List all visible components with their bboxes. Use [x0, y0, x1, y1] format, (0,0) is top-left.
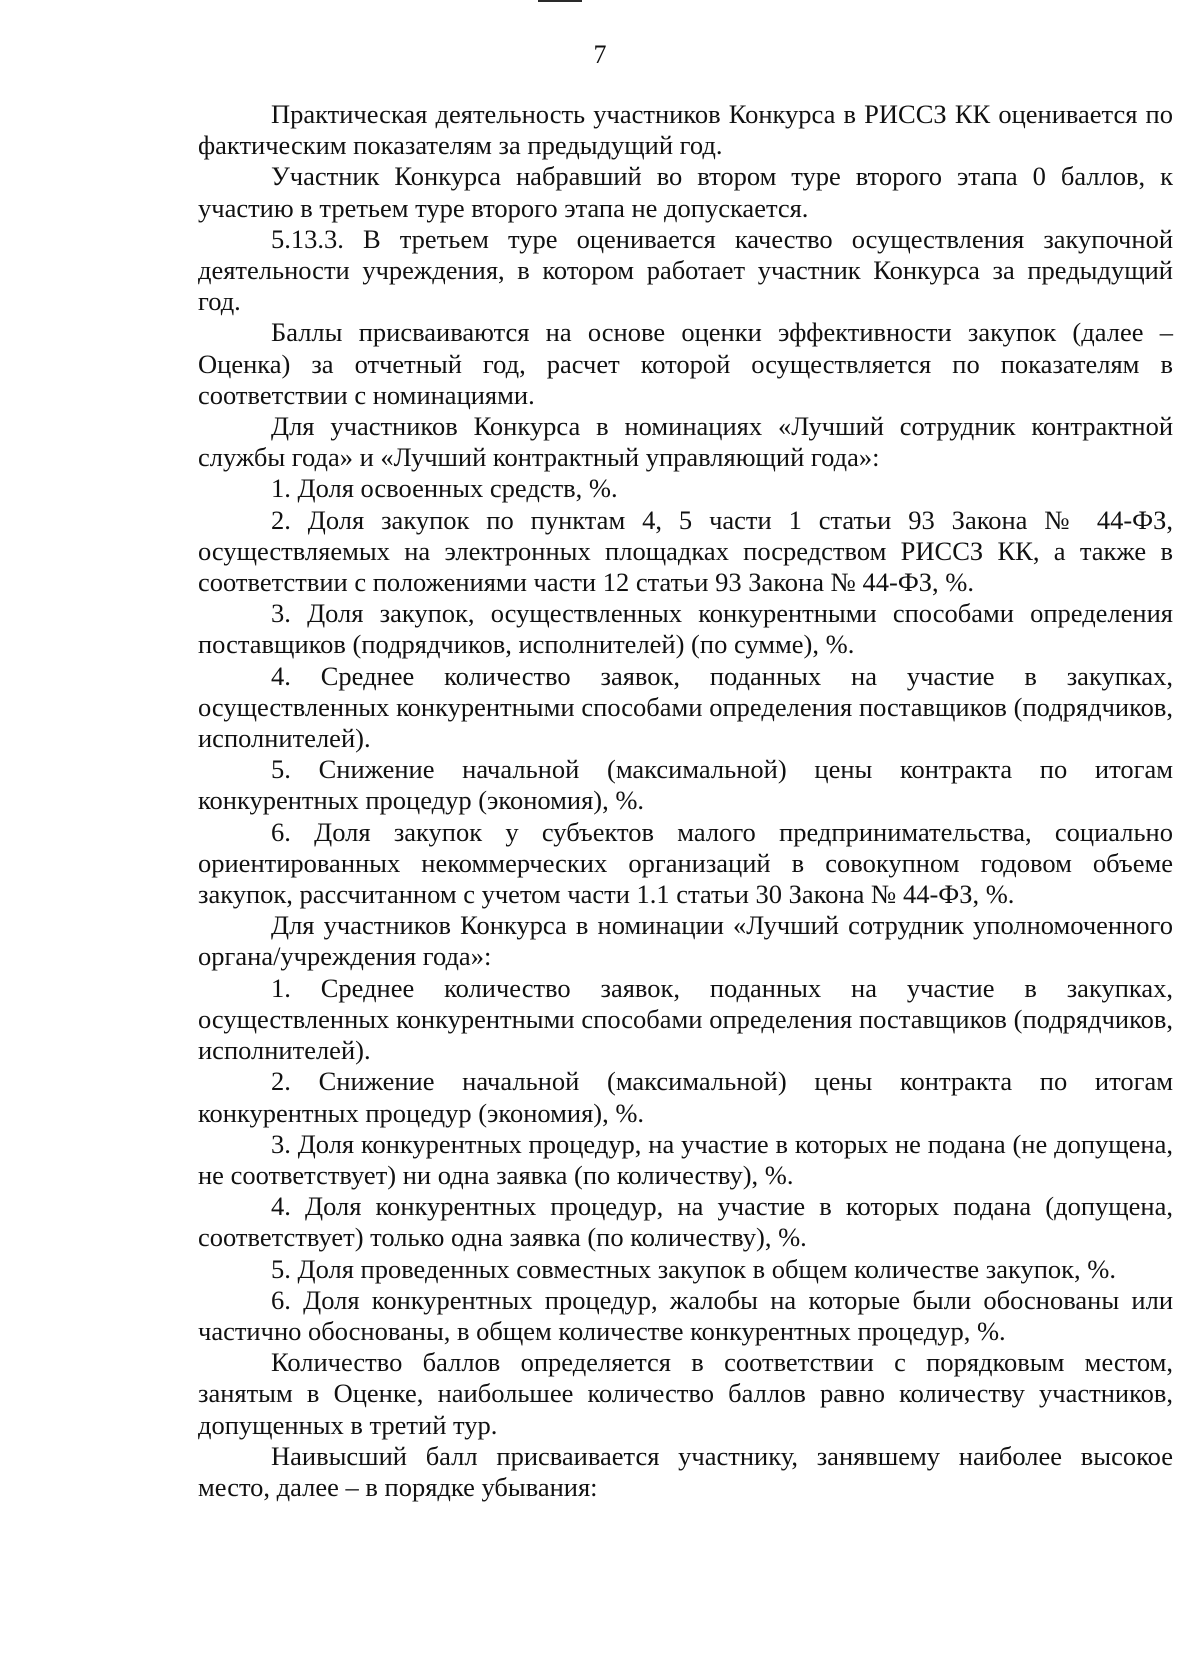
list-item: 3. Доля конкурентных процедур, на участие в которых не подана (не допущена, не соответствует) ни одна заявка (по количеству), %. — [198, 1128, 1173, 1190]
list-item: 2. Доля закупок по пунктам 4, 5 части 1 статьи 93 Закона № 44-ФЗ, осуществляемых на электронных площадках посредством РИССЗ КК, а также в соответствии с положениями части 12 статьи 93 Закона № 44-ФЗ, %. — [198, 504, 1173, 598]
list-item: 6. Доля конкурентных процедур, жалобы на которые были обоснованы или частично обоснованы, в общем количестве конкурентных процедур, %. — [198, 1284, 1173, 1346]
paragraph: 5.13.3. В третьем туре оценивается качество осуществления закупочной деятельности учреждения, в котором работает участник Конкурса за предыдущий год. — [198, 223, 1173, 317]
list-item: 6. Доля закупок у субъектов малого предпринимательства, социально ориентированных некоммерческих организаций в совокупном годовом объеме закупок, рассчитанном с учетом части 1.1 статьи 30 Закона № 44-ФЗ, %. — [198, 816, 1173, 910]
paragraph: Для участников Конкурса в номинации «Лучший сотрудник уполномоченного органа/учреждения года»: — [198, 910, 1173, 972]
list-item: 4. Доля конкурентных процедур, на участие в которых подана (допущена, соответствует) только одна заявка (по количеству), %. — [198, 1191, 1173, 1253]
paragraph: Баллы присваиваются на основе оценки эффективности закупок (далее – Оценка) за отчетный год, расчет которой осуществляется по показателям в соответствии с номинациями. — [198, 317, 1173, 410]
paragraph: Количество баллов определяется в соответствии с порядковым местом, занятым в Оценке, наибольшее количество баллов равно количеству участников, допущенных в третий тур. — [198, 1347, 1173, 1440]
paragraph: Практическая деятельность участников Конкурса в РИССЗ КК оценивается по фактическим показателям за предыдущий год. — [198, 99, 1173, 161]
list-item: 4. Среднее количество заявок, поданных на участие в закупках, осуществленных конкурентными способами определения поставщиков (подрядчиков, исполнителей). — [198, 660, 1173, 754]
document-body — [198, 99, 1173, 1503]
paragraph: Для участников Конкурса в номинациях «Лучший сотрудник контрактной службы года» и «Лучший контрактный управляющий года»: — [198, 411, 1173, 473]
list-item: 1. Доля освоенных средств, %. — [271, 473, 618, 504]
paragraph: Наивысший балл присваивается участнику, занявшему наиболее высокое место, далее – в порядке убывания: — [198, 1440, 1173, 1502]
list-item: 2. Снижение начальной (максимальной) цены контракта по итогам конкурентных процедур (экономия), %. — [198, 1066, 1173, 1128]
list-item: 5. Доля проведенных совместных закупок в общем количестве закупок, %. — [271, 1253, 1116, 1284]
paragraph: Участник Конкурса набравший во втором туре второго этапа 0 баллов, к участию в третьем туре второго этапа не допускается. — [198, 161, 1173, 223]
list-item: 5. Снижение начальной (максимальной) цены контракта по итогам конкурентных процедур (экономия), %. — [198, 754, 1173, 816]
list-item: 1. Среднее количество заявок, поданных на участие в закупках, осуществленных конкурентными способами определения поставщиков (подрядчиков, исполнителей). — [198, 972, 1173, 1066]
list-item: 3. Доля закупок, осуществленных конкурентными способами определения поставщиков (подрядчиков, исполнителей) (по сумме), %. — [198, 598, 1173, 660]
page-number: 7 — [593, 40, 607, 69]
scan-artifact-line — [538, 0, 582, 2]
